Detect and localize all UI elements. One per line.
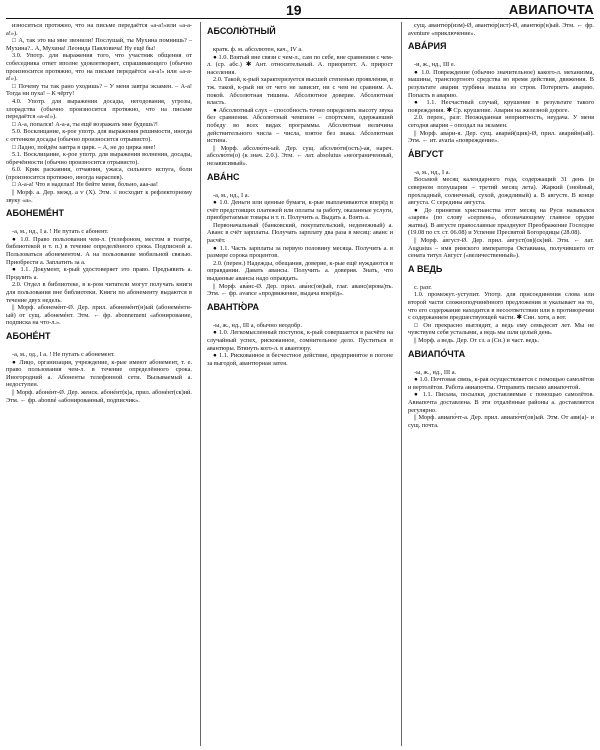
entry-text: || Морф. ава́ри-я. Дер. сущ. авари́й(щик)-Ø, прил. авари́йн(ый). Этм. ← ит. avaria «повреждение». <box>408 129 594 145</box>
entry-text: -ы, ж., нд., III а, обычно неодобр. <box>213 321 302 329</box>
entry-text: ● 1.1. Несчастный случай, крушение в результате такого повреждения. ✱ Ср. крушение. Авария на железной дороге. <box>408 99 594 114</box>
entry-headword: АВАНТЮ́РА <box>207 301 260 312</box>
entry-text: ● Абсолютный слух – способность точно определять высоту звука без сравнения. Абсолютный чемпион – спортсмен, одержавший победу во всех видах программы. Абсолютная величина действительного числа – числа, взятое без знака. Абсолютная истина. <box>207 106 393 145</box>
entry-text: -а, м., нд., I а. ! Не путать с абонент. <box>12 228 109 236</box>
entry-headword: АБОНЕМÉНТ <box>6 208 64 219</box>
entry-text: -а, м., од., I а. ! Не путать с абонемент. <box>12 350 115 358</box>
entry-text: ● 1.0. Легкомысленный поступок, к-рый совершается в расчёте на случайный успех, рискованное, сомнительное дело. Пуститься в авантюры. Втянуть кого-л. в авантюру. <box>207 329 393 352</box>
entry-text: ● 1.0. Почтовая связь, к-рая осуществляется с помощью самолётов и вертолётов. Работа авиапочты. Отправить письмо авиапочтой. <box>408 376 594 391</box>
entry-text: ● 1.1. Письма, посылки, доставляемые с помощью самолётов. Авиапочта доставлена. В эти отдалённые районы а. доставляется регулярно. <box>408 391 594 414</box>
entry-text: 2.0. Такой, к-рый характеризуется высшей степенью проявления, в тж. такой, к-рый ни от чего не зависит, ни с чем не сравним. А. покой. Абсолютная тишина. Абсолютное доверие. Абсолютная власть. <box>207 76 393 107</box>
entry-headword: АВИАПÓЧТА <box>408 348 466 359</box>
column-divider <box>200 22 201 746</box>
entry-text: ● 1.1. Часть зарплаты за первую половину месяца. Получить а. в размере сорока процентов. <box>207 244 393 260</box>
entry-text: || Морф. абонéнт-Ø. Дер. женск. абонéнт(к)а, прил. абонéнт(ск)ий. Этм. ← фр. abonné «абонированный, подписчик». <box>6 388 192 404</box>
entry-headword: АБОНÉНТ <box>6 330 51 341</box>
entry-text: 5.0. Восклицание, к-рое употр. для выражения решимости, иногда с оттенком досады (обычно произносится отрывисто). <box>6 128 192 143</box>
column-2 <box>207 22 393 746</box>
entry-text: ● 1.0. Деньги или ценные бумаги, к-рые выплачиваются вперёд в счёт предстоящих платежей или оплаты за работу, оказанные услуги, приобретаемые товары и т. п. Получить а. Выдать а. Взять а. <box>207 199 393 222</box>
entry-text: || Морф. авиапо́чт-а. Дер. прил. авиапо́чт(ов)ый. Этм. От ави(а)- и сущ. почта. <box>408 414 594 429</box>
entry-text: ● 1.0. Взятый вне связи с чем-л., сам по себе, вне сравнения с чем-л. (ср. абс.) ✱ Ант. относительный. А. приоритет. А. прирост населения. <box>207 53 393 76</box>
entry-text: ● 1.1. Документ, к-рый удостоверяет это право. Предъявить а. Продлить а. <box>6 266 192 281</box>
entry-text: 5.1. Восклицание, к-рое употр. для выражения волнения, досады, обречённости (обычно произносится отрывисто). <box>6 151 192 166</box>
entry-text: -и, ж., нд., III е. <box>414 61 456 69</box>
entry-text: 4.0. Употр. для выражения досады, негодования, угрозы, злорадства (обычно произносится протяжно, что на письме передаётся «а-а!»). <box>6 97 192 121</box>
dictionary-entry <box>6 331 192 404</box>
entry-headword: АВÁНС <box>207 171 240 182</box>
entry-text: 6.0. Крик раскаяния, отчаяния, ужаса, сильного испуга, боли (произносится протяжно, иногда нараспев). <box>6 166 192 181</box>
entry-text: || Морф. а́вгуст-Ø. Дер. прил. а́вгуст(ов)(ск)ий. Этм. ← лат. Augustus – имя римского императора Октавиана, получившего от сената титул Август («величественный»). <box>408 237 594 260</box>
entry-text: □ А-а-а! Что я наделал! Не бейте меня, больно, ааа-аа! <box>12 181 158 189</box>
entry-text: кратк. ф. м. абсолютен, кач., IV а. <box>213 46 303 53</box>
entry-text: □ А, так это вы мне звонили! Послушай, ты Мухина помнишь? – Мухина?.. А, Мухина! Леонида Павловича! Ну ещё бы! <box>6 37 192 52</box>
entry-text: || Морф. абонемéнт-Ø. Дер. прил. абонемéнт(н)ый (абонемéнтн-ый) от сущ. абонемéнт. Этм. ← фр. abonnement «абонирование, подписка на что-л.». <box>6 304 192 327</box>
entry-headword: А ВЕДЬ <box>408 263 443 274</box>
header-rule <box>6 18 594 19</box>
entry-text: Восьмой месяц календарного года, содержащий 31 день (в северном полушарии – третий месяц лета). Жаркий (знойный, прохладный, солнечный, сухой, дождливый) а. В августе. В конце августа. С середины августа. <box>408 176 594 207</box>
entry-headword: А́ВГУСТ <box>408 148 444 159</box>
dictionary-entry <box>6 208 192 327</box>
entry-text: || Морф. абсолю́тн-ый. Дер. сущ. абсолю́тн(ость)-ая, нареч. абсолю́тн(о) (к знач. 2.0.). Этм. ← лат. absolutus «неограниченный, независимый». <box>207 144 393 167</box>
column-divider <box>401 22 402 746</box>
running-head: АВИАПОЧТА <box>508 2 594 17</box>
entry-headword: АБСОЛЮ́ТНЫЙ <box>207 26 276 36</box>
entry-text: ● 1.0. Повреждение (обычно значительное) какого-л. механизма, машины, транспортного средства во время действия, движения. В результате аварии турбина вышла из строя. Потерпеть аварию. Попасть в аварию. <box>408 68 594 99</box>
dictionary-entry <box>408 149 594 260</box>
dictionary-entry <box>207 302 393 368</box>
dictionary-entry <box>408 349 594 430</box>
entry-text: 2.0. Отдел в библиотеке, в к-ром читатели могут получать книги для пользования вне библиотеки. Книги по абонементу выдаются в течение двух недель. <box>6 281 192 304</box>
entry-text: ● До принятия христианства этот месяц на Руси назывался «зарев» (по слову «серпень», обозначающему главное орудие жатвы). В августе православные празднуют Преображение Господне (19.08 по ст. ст. 06.08) и Успение Пресвятой Богородицы (28.08). <box>408 206 594 237</box>
entry-text: 2.0. перен., разг. Неожиданная неприятность, неудача. У меня сегодня авария – опоздал на экзамен. <box>408 114 594 129</box>
entry-text: сущ. авантю́р(изм)-Ø, авантю́р(ист)-Ø, авантю́р(н)ый. Этм. ← фр. aventure «приключение». <box>408 22 594 37</box>
entry-text: || Морф. ава́нс-Ø. Дер. прил. ава́нс(ов)ый, глаг. аванс(ирова)ть. Этм. ← фр. avance «продвижение, выдача вперёд». <box>207 282 393 298</box>
entry-text: с. разг. <box>414 283 432 291</box>
entry-text: □ Он прекрасно выглядит, а ведь ему семьдесят лет. Мы не чувствуем себя усталыми, а ведь мы шли целый день. <box>408 321 594 337</box>
entry-text: || Морф. а ведь. Дер. От сз. а (Сн.) и част. ведь. <box>414 337 539 344</box>
entry-headword: АВÁРИЯ <box>408 41 447 52</box>
entry-text: 2.0. (перен.) Надежды, обещания, доверие, к-рые ещё нуждаются в оправдании. Давать авансы. Получить а. доверия. Знать, что выданные авансы надо оправдать. <box>207 259 393 283</box>
entry-text: ● Лицо, организация, учреждение, к-рые имеют абонемент, т. е. право пользования чем-л. в течение определённого срока. Иногородний а. Абоненты телефонной сети. Вызываемый а. недоступен. <box>6 358 192 389</box>
entry-text: 3.0. Употр. для выражения того, что участник общения от собеседника ответ вполне удовлетворяет, спрашивающего (обычно произносится протяжно, что на письме передаётся «а-а!» или «а-а-а!»). <box>6 52 192 83</box>
dictionary-entry <box>207 172 393 298</box>
column-3 <box>408 22 594 746</box>
entry-text: Первоначальный (банковский, покупательский, неденежный) а. Аванс в счёт зарплаты. Получать зарплату два раза в месяц: аванс и расчёт. <box>207 221 393 245</box>
entry-text: □ Ладно, пойдём завтра в цирк. – А, не до цирка мне! <box>12 143 156 151</box>
entry-text: -а, м., нд., I а. <box>414 168 451 176</box>
entry-text: □ Почему ты так рано уходишь? – У меня завтра экзамен. – А-а! Тогда ни пуха! – К чёрту! <box>6 82 192 98</box>
entry-text: -ы, ж., нд., III а. <box>414 368 457 376</box>
dictionary-entry <box>408 41 594 145</box>
dictionary-entry <box>207 26 393 168</box>
dictionary-entry <box>408 264 594 345</box>
page-number: 19 <box>286 2 302 18</box>
entry-text: ● 1.1. Рискованное и бесчестное действие, предпринятое в погоне за выгодой, авантюрная затея. <box>207 352 393 367</box>
entry-text: ● 1.0. Право пользования чем-л. (телефоном, местом в театре, библиотекой и т. п.) в течение определённого срока. Подписной а. Пользоваться абонементом. А на пользование мобильной связью. Приобрести а. Заплатить за а. <box>6 235 192 266</box>
entry-text: || Морф. а. Дер. межд. а ѵ (Х). Этм. ≤ восходит к рефлекторному звуку «а». <box>6 189 192 204</box>
entry-text: 1.0. промежут.-уступит. Употр. для присоединения слова или второй части сложноподчинённого предложения и указывает на то, что его содержание находится в несоответствии или в противоречии с содержанием предшествующей части. ✱ Син. хотя, а вот. <box>408 291 594 322</box>
column-1 <box>6 22 192 746</box>
entry-text: -а, м., нд., I а. <box>213 191 250 199</box>
entry-text: износиться протяжно, что на письме передаётся «а-а!»или «а-а-а!»). <box>6 22 192 37</box>
entry-text: □ А-а, попался! А-а-а, ты ещё возражать мне будешь?! <box>12 120 158 128</box>
